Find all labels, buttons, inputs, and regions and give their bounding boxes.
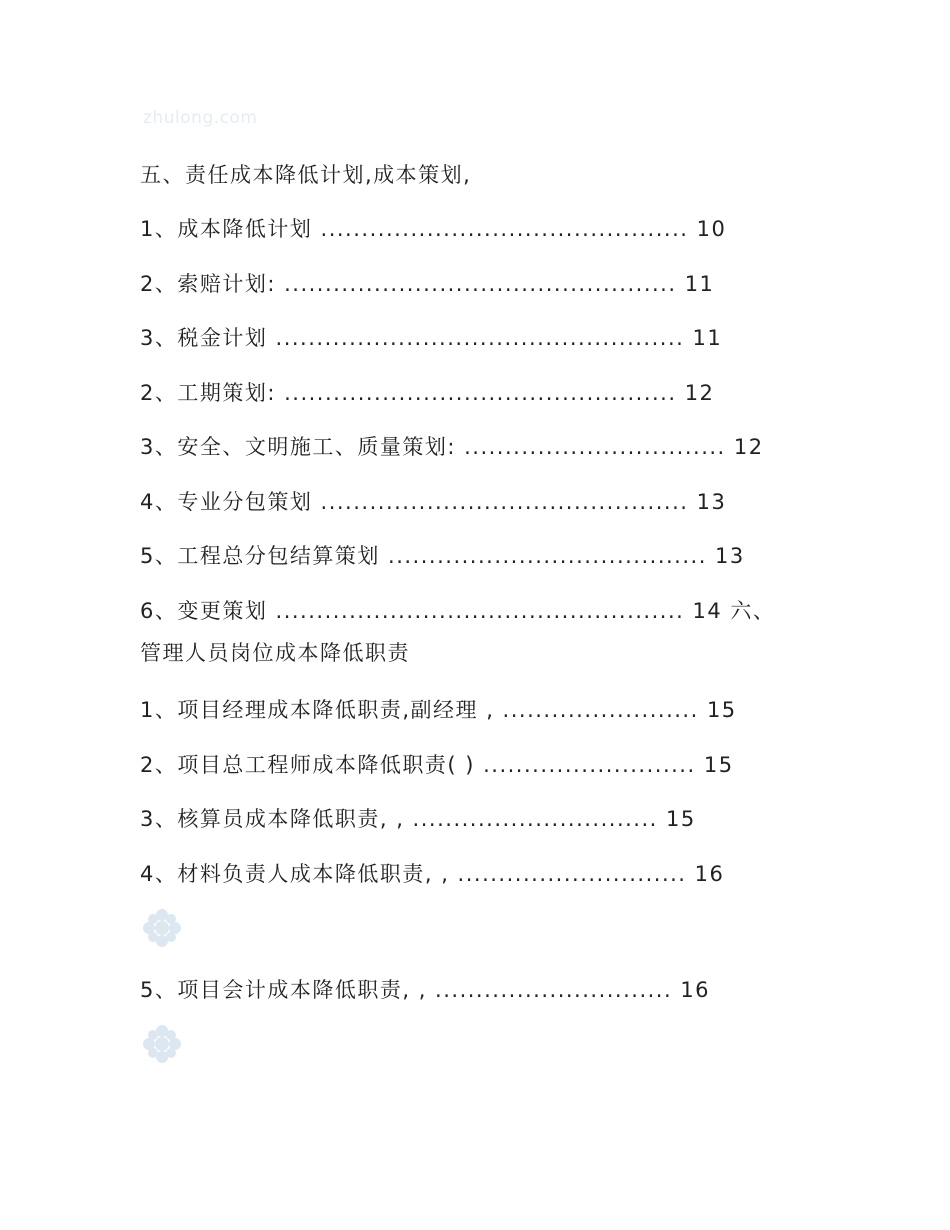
toc-entry: 2、工期策划: ................................................ 12 — [140, 381, 715, 405]
toc-entry: 5、项目会计成本降低职责, , ............................. 16 — [140, 978, 711, 1002]
toc-entry: 3、核算员成本降低职责, , .............................. 15 — [140, 807, 696, 831]
toc-entry: 6、变更策划 .................................................. 14 六、 — [140, 599, 776, 623]
toc-entry: 2、索赔计划: ................................................ 11 — [140, 272, 715, 296]
toc-entry: 3、安全、文明施工、质量策划: ................................ 12 — [140, 435, 764, 459]
toc-entry: 3、税金计划 .................................................. 11 — [140, 326, 723, 350]
toc-entry: 4、专业分包策划 ............................................. 13 — [140, 490, 727, 514]
toc-entry: 2、项目总工程师成本降低职责( ) .......................... 15 — [140, 753, 734, 777]
toc-entry: 1、成本降低计划 ............................................. 10 — [140, 217, 727, 241]
toc-entry: 4、材料负责人成本降低职责, , ............................ 16 — [140, 862, 725, 886]
watermark-text: zhulong.com — [143, 108, 258, 128]
flower-watermark-icon — [140, 1022, 184, 1066]
section-heading-6: 管理人员岗位成本降低职责 — [140, 641, 410, 665]
toc-entry: 1、项目经理成本降低职责,副经理 , ........................ 15 — [140, 698, 737, 722]
toc-entry: 5、工程总分包结算策划 ....................................... 13 — [140, 544, 745, 568]
section-heading-5: 五、责任成本降低计划,成本策划, — [140, 163, 472, 187]
flower-watermark-icon — [140, 906, 184, 950]
